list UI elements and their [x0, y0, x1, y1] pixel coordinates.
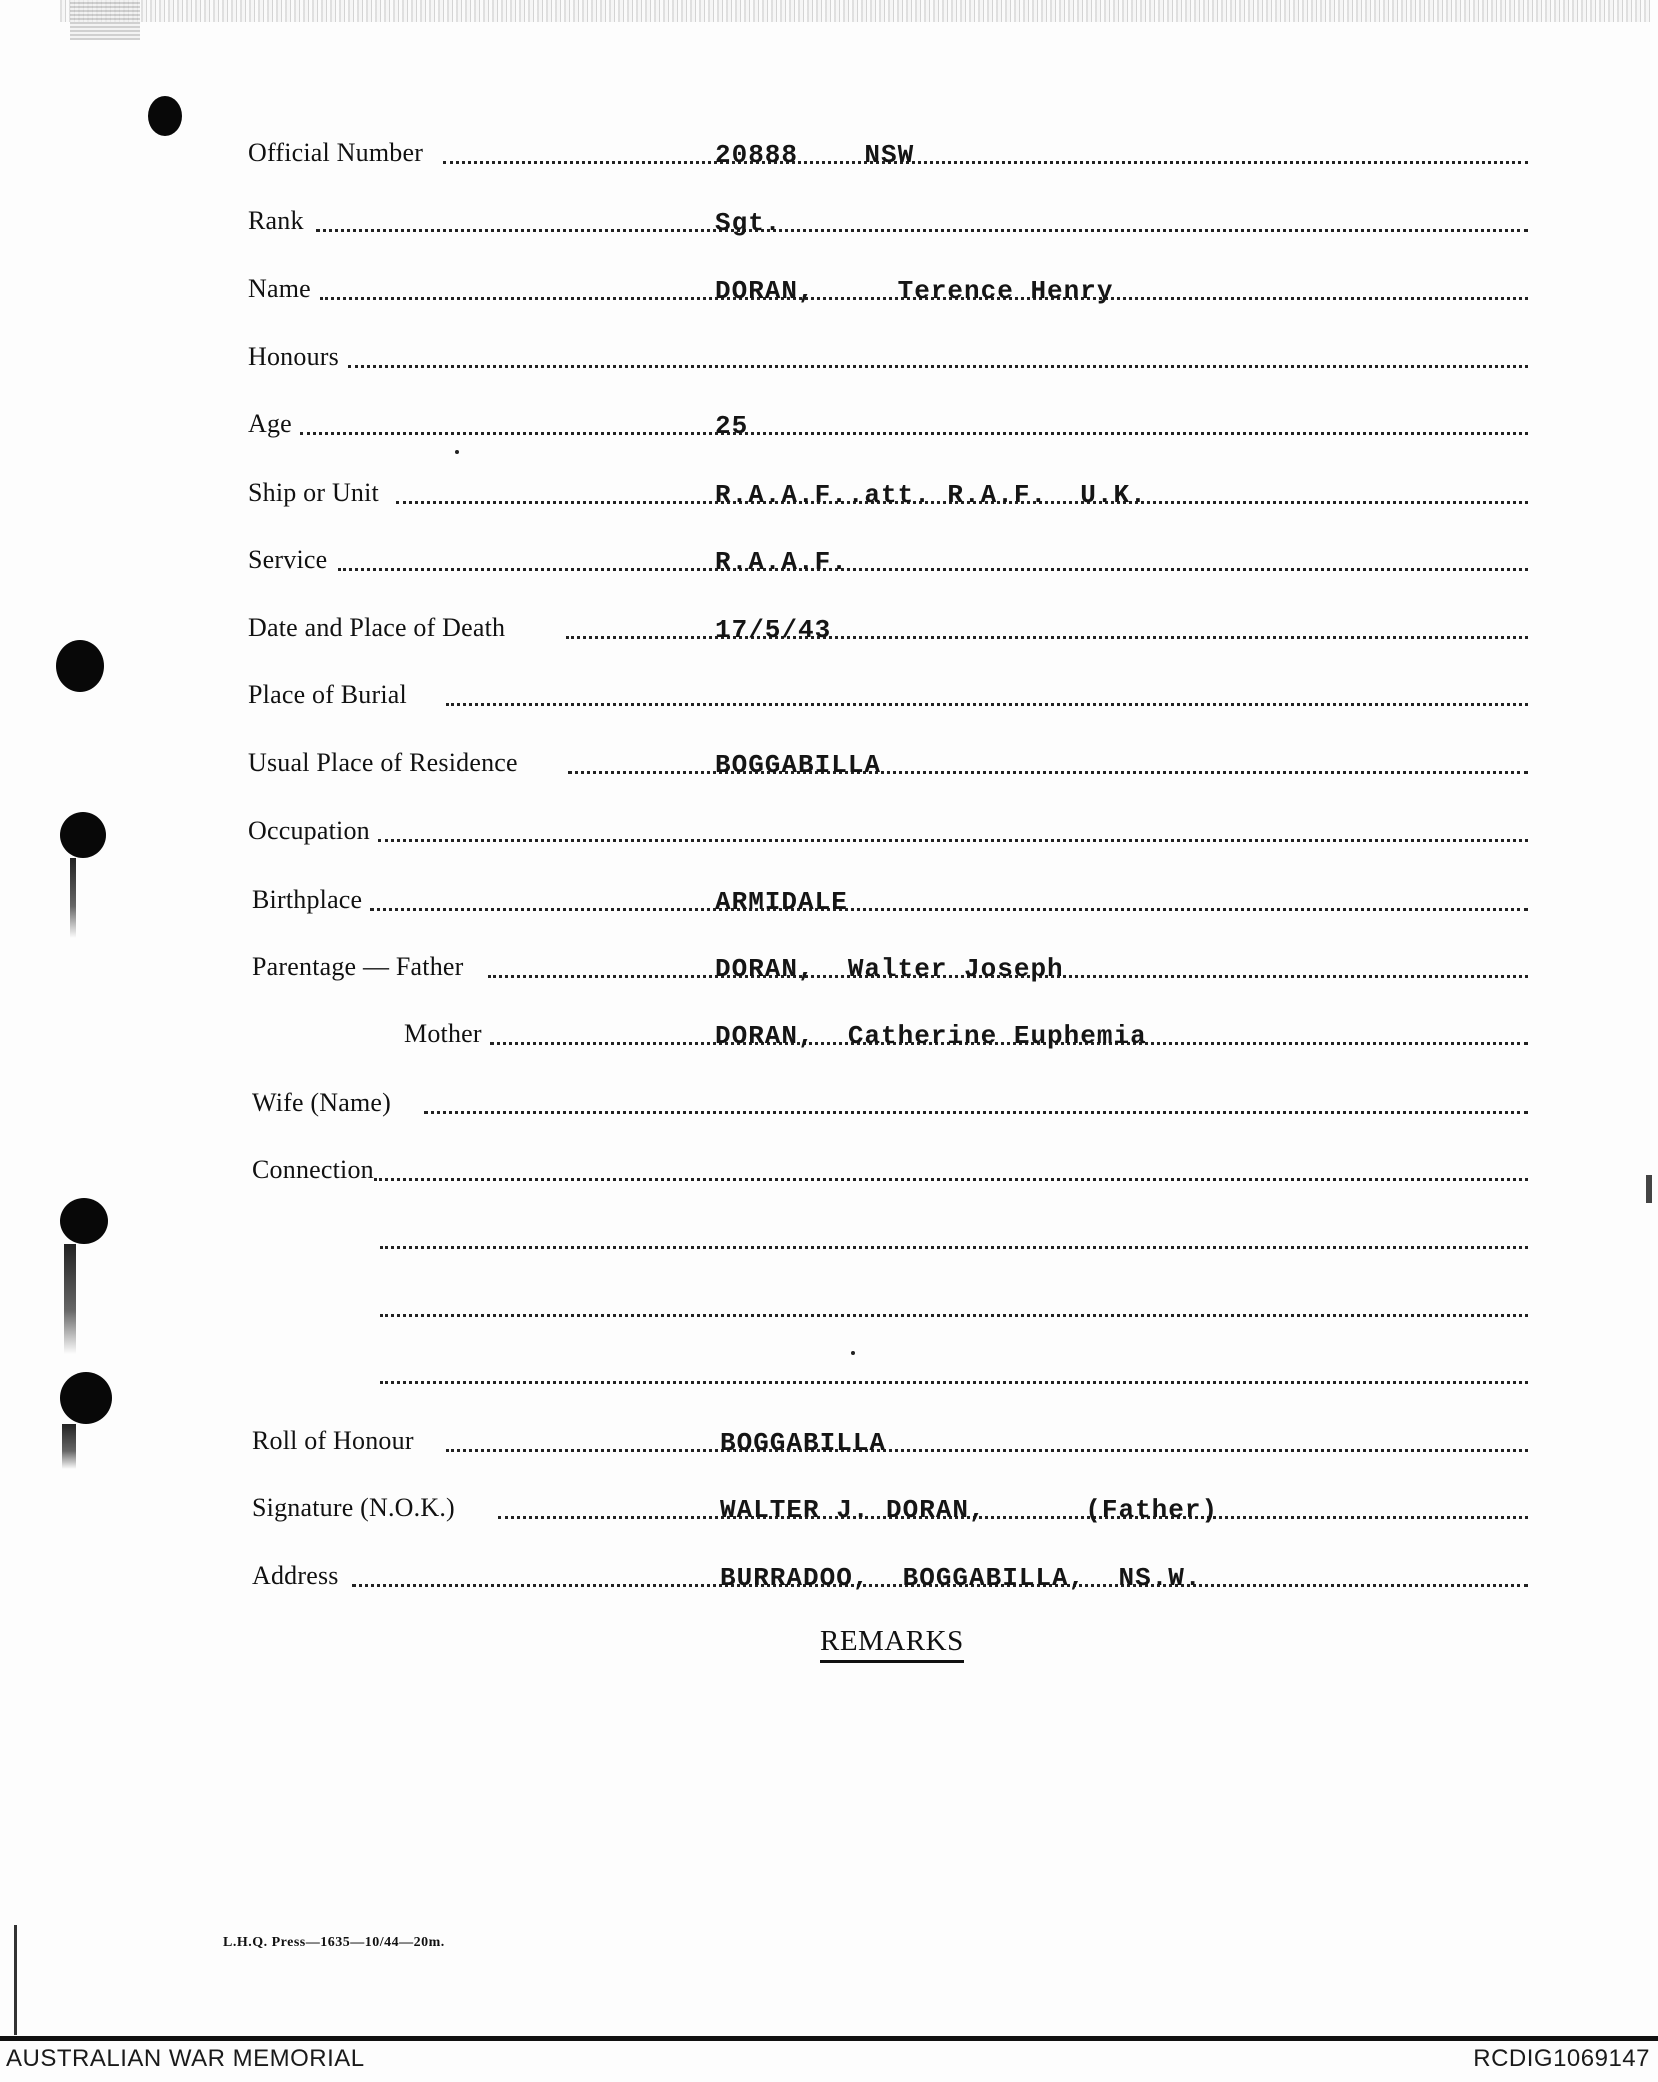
- field-value: BURRADOO, BOGGABILLA, NS.W.: [720, 1563, 1202, 1593]
- field-value: 17/5/43: [715, 615, 832, 645]
- field-connection-line: [248, 1287, 1528, 1327]
- punch-hole: [60, 812, 106, 858]
- field-wife-name: [248, 1084, 1528, 1124]
- field-parentage-father: [248, 948, 1528, 988]
- field-name: [248, 270, 1528, 310]
- field-connection: [248, 1151, 1528, 1191]
- field-honours: [248, 338, 1528, 378]
- field-value: BOGGABILLA: [715, 750, 882, 780]
- field-connection-line: [248, 1354, 1528, 1394]
- field-connection-line: [248, 1219, 1528, 1259]
- field-label: Place of Burial: [248, 680, 407, 709]
- field-label: Mother: [404, 1019, 482, 1048]
- field-value: Sgt.: [715, 208, 782, 238]
- dotted-line: [338, 568, 1528, 571]
- field-label: Age: [248, 409, 292, 438]
- dotted-line: [566, 636, 1528, 639]
- remarks-heading: REMARKS: [820, 1625, 964, 1663]
- footer-record-id: RCDIG1069147: [1473, 2045, 1650, 2072]
- field-label: Rank: [248, 206, 304, 235]
- field-value: DORAN, Terence Henry: [715, 276, 1114, 306]
- field-label: Roll of Honour: [252, 1426, 414, 1455]
- dotted-line: [380, 1246, 1528, 1249]
- punch-hole: [60, 1372, 112, 1424]
- dotted-line: [380, 1381, 1528, 1384]
- field-value: R.A.A.F..att. R.A.F. U.K.: [715, 480, 1147, 510]
- field-ship-or-unit: [248, 474, 1528, 514]
- field-place-of-burial: [248, 676, 1528, 716]
- printer-imprint: L.H.Q. Press—1635—10/44—20m.: [223, 1935, 445, 1950]
- dotted-line: [300, 432, 1528, 435]
- field-value: 25: [715, 411, 749, 441]
- dotted-line: [374, 1178, 1528, 1181]
- dotted-line: [348, 365, 1528, 368]
- field-label: Birthplace: [252, 885, 363, 914]
- field-label: Wife (Name): [252, 1088, 392, 1117]
- punch-hole: [60, 1198, 108, 1244]
- field-value: BOGGABILLA: [720, 1428, 887, 1458]
- field-roll-of-honour: [248, 1422, 1528, 1462]
- field-value: R.A.A.F.: [715, 547, 848, 577]
- field-label: Signature (N.O.K.): [252, 1493, 455, 1522]
- field-rank: [248, 202, 1528, 242]
- field-value: DORAN, Catherine Euphemia: [715, 1021, 1147, 1051]
- field-label: Connection: [252, 1155, 374, 1184]
- field-label: Official Number: [248, 138, 424, 167]
- field-usual-place-of-residence: [248, 744, 1528, 784]
- field-label: Name: [248, 274, 311, 303]
- field-official-number: [248, 134, 1528, 174]
- field-value: 20888 NSW: [715, 140, 915, 170]
- field-label: Usual Place of Residence: [248, 748, 518, 777]
- dotted-line: [568, 771, 1528, 774]
- dotted-line: [316, 229, 1528, 232]
- field-birthplace: [248, 881, 1528, 921]
- field-label: Honours: [248, 342, 339, 371]
- field-value: WALTER J. DORAN, (Father): [720, 1495, 1219, 1525]
- field-service: [248, 541, 1528, 581]
- field-parentage-mother: [248, 1015, 1528, 1055]
- field-value: DORAN, Walter Joseph: [715, 954, 1064, 984]
- punch-hole-trail: [64, 1244, 76, 1354]
- field-occupation: [248, 812, 1528, 852]
- field-label: Ship or Unit: [248, 478, 379, 507]
- dotted-line: [446, 1449, 1528, 1452]
- scan-edge-line: [14, 1925, 17, 2035]
- field-label: Occupation: [248, 816, 370, 845]
- punch-hole-trail: [70, 858, 76, 938]
- field-signature-nok: [248, 1489, 1528, 1529]
- dotted-line: [446, 703, 1528, 706]
- scan-edge-mark: [1646, 1175, 1652, 1203]
- footer-institution: AUSTRALIAN WAR MEMORIAL: [6, 2045, 365, 2072]
- field-label: Service: [248, 545, 328, 574]
- punch-hole: [148, 96, 182, 136]
- dotted-line: [378, 839, 1528, 842]
- field-date-place-of-death: [248, 609, 1528, 649]
- scan-artifact-top: [60, 0, 1650, 22]
- field-address: [248, 1557, 1528, 1597]
- scan-artifact-corner: [70, 0, 140, 40]
- scan-speck: [455, 450, 459, 454]
- dotted-line: [380, 1314, 1528, 1317]
- field-label: Date and Place of Death: [248, 613, 506, 642]
- punch-hole-trail: [62, 1424, 76, 1469]
- punch-hole: [56, 640, 104, 692]
- field-value: ARMIDALE: [715, 887, 848, 917]
- dotted-line: [370, 908, 1528, 911]
- field-label: Address: [252, 1561, 339, 1590]
- footer-rule: [0, 2036, 1658, 2041]
- field-age: [248, 405, 1528, 445]
- field-label: Parentage — Father: [252, 952, 464, 981]
- dotted-line: [443, 161, 1528, 164]
- dotted-line: [424, 1111, 1528, 1114]
